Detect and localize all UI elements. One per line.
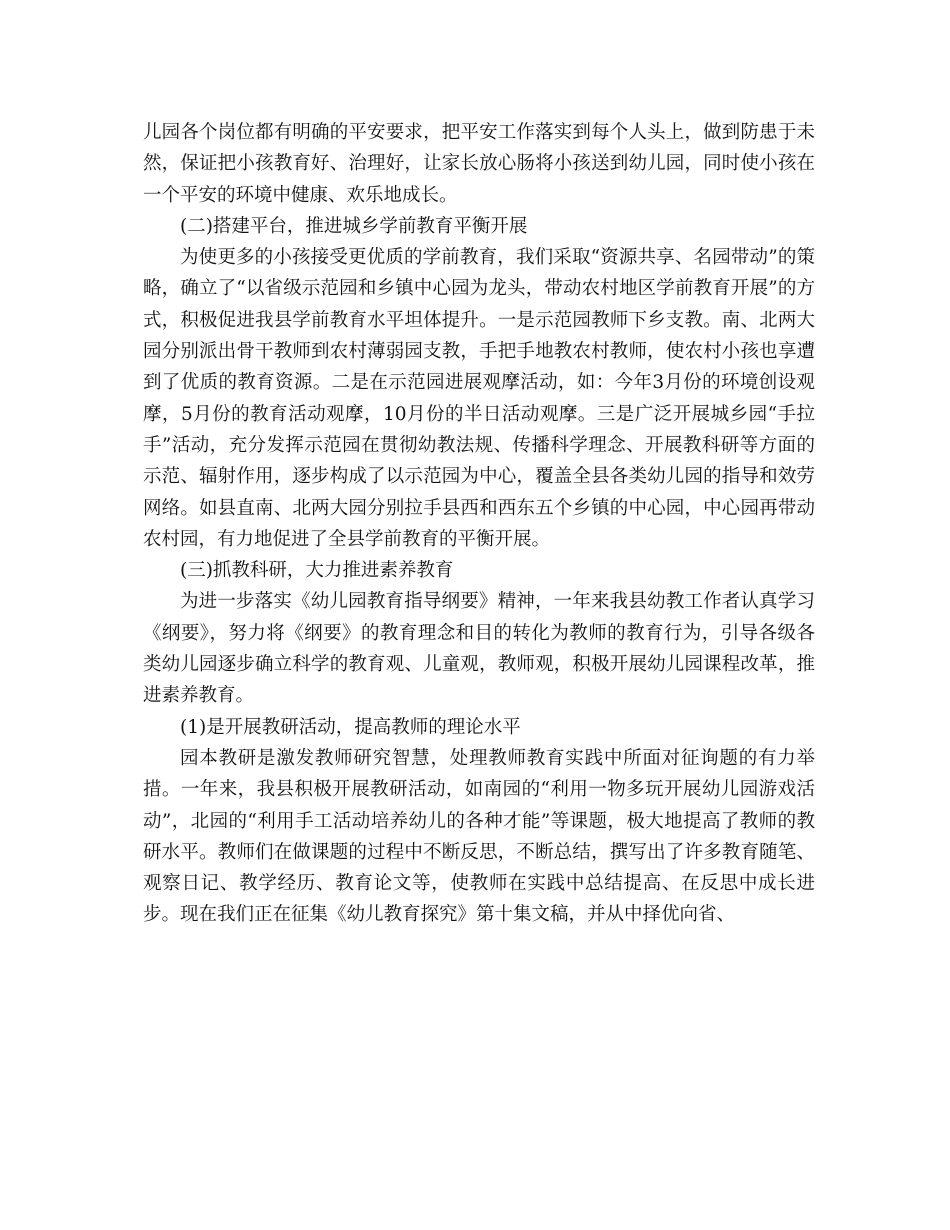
document-body — [143, 117, 815, 931]
paragraph-platform: 为使更多的小孩接受更优质的学前教育，我们采取“资源共享、名园带动”的策略，确立了“以省级示范园和乡镇中心园为龙头，带动农村地区学前教育开展”的方式，积极促进我县学前教育水平坦体提升。一是示范园教师下乡支教。南、北两大园分别派出骨干教师到农村薄弱园支教，手把手地教农村教师，使农村小孩也享遭到了优质的教育资源。二是在示范园进展观摩活动，如：今年3月份的环境创设观摩，5月份的教育活动观摩，10月份的半日活动观摩。三是广泛开展城乡园“手拉手”活动，充分发挥示范园在贯彻幼教法规、传播科学理念、开展教科研等方面的示范、辐射作用，逐步构成了以示范园为中心，覆盖全县各类幼儿园的指导和效劳网络。如县直南、北两大园分别拉手县西和西东五个乡镇的中心园，中心园再带动农村园，有力地促进了全县学前教育的平衡开展。 — [143, 247, 815, 550]
paragraph-teaching-research: 园本教研是激发教师研究智慧，处理教师教育实践中所面对征询题的有力举措。一年来，我县积极开展教研活动，如南园的“利用一物多玩开展幼儿园游戏活动”，北园的“利用手工活动培养幼儿的各种才能”等课题，极大地提高了教师的教研水平。教师们在做课题的过程中不断反思，不断总结，撰写出了许多教育随笔、观察日记、教学经历、教育论文等，使教师在实践中总结提高、在反思中成长进步。现在我们正在征集《幼儿教育探究》第十集文稿，并从中择优向省、 — [143, 747, 815, 926]
paragraph-continuation: 儿园各个岗位都有明确的平安要求，把平安工作落实到每个人头上，做到防患于未然，保证把小孩教育好、治理好，让家长放心肠将小孩送到幼儿园，同时使小孩在一个平安的环境中健康、欢乐地成长。 — [143, 122, 815, 206]
subsection-heading-1: (1)是开展教研活动，提高教师的理论水平 — [180, 716, 521, 738]
section-heading-2: (二)搭建平台，推进城乡学前教育平衡开展 — [180, 215, 528, 237]
section-heading-3: (三)抓教科研，大力推进素养教育 — [180, 560, 454, 582]
paragraph-research: 为进一步落实《幼儿园教育指导纲要》精神，一年来我县幼教工作者认真学习《纲要》，努力将《纲要》的教育理念和目的转化为教师的教育行为，引导各级各类幼儿园逐步确立科学的教育观、儿童观，教师观，积极开展幼儿园课程改革，推进素养教育。 — [143, 591, 815, 707]
